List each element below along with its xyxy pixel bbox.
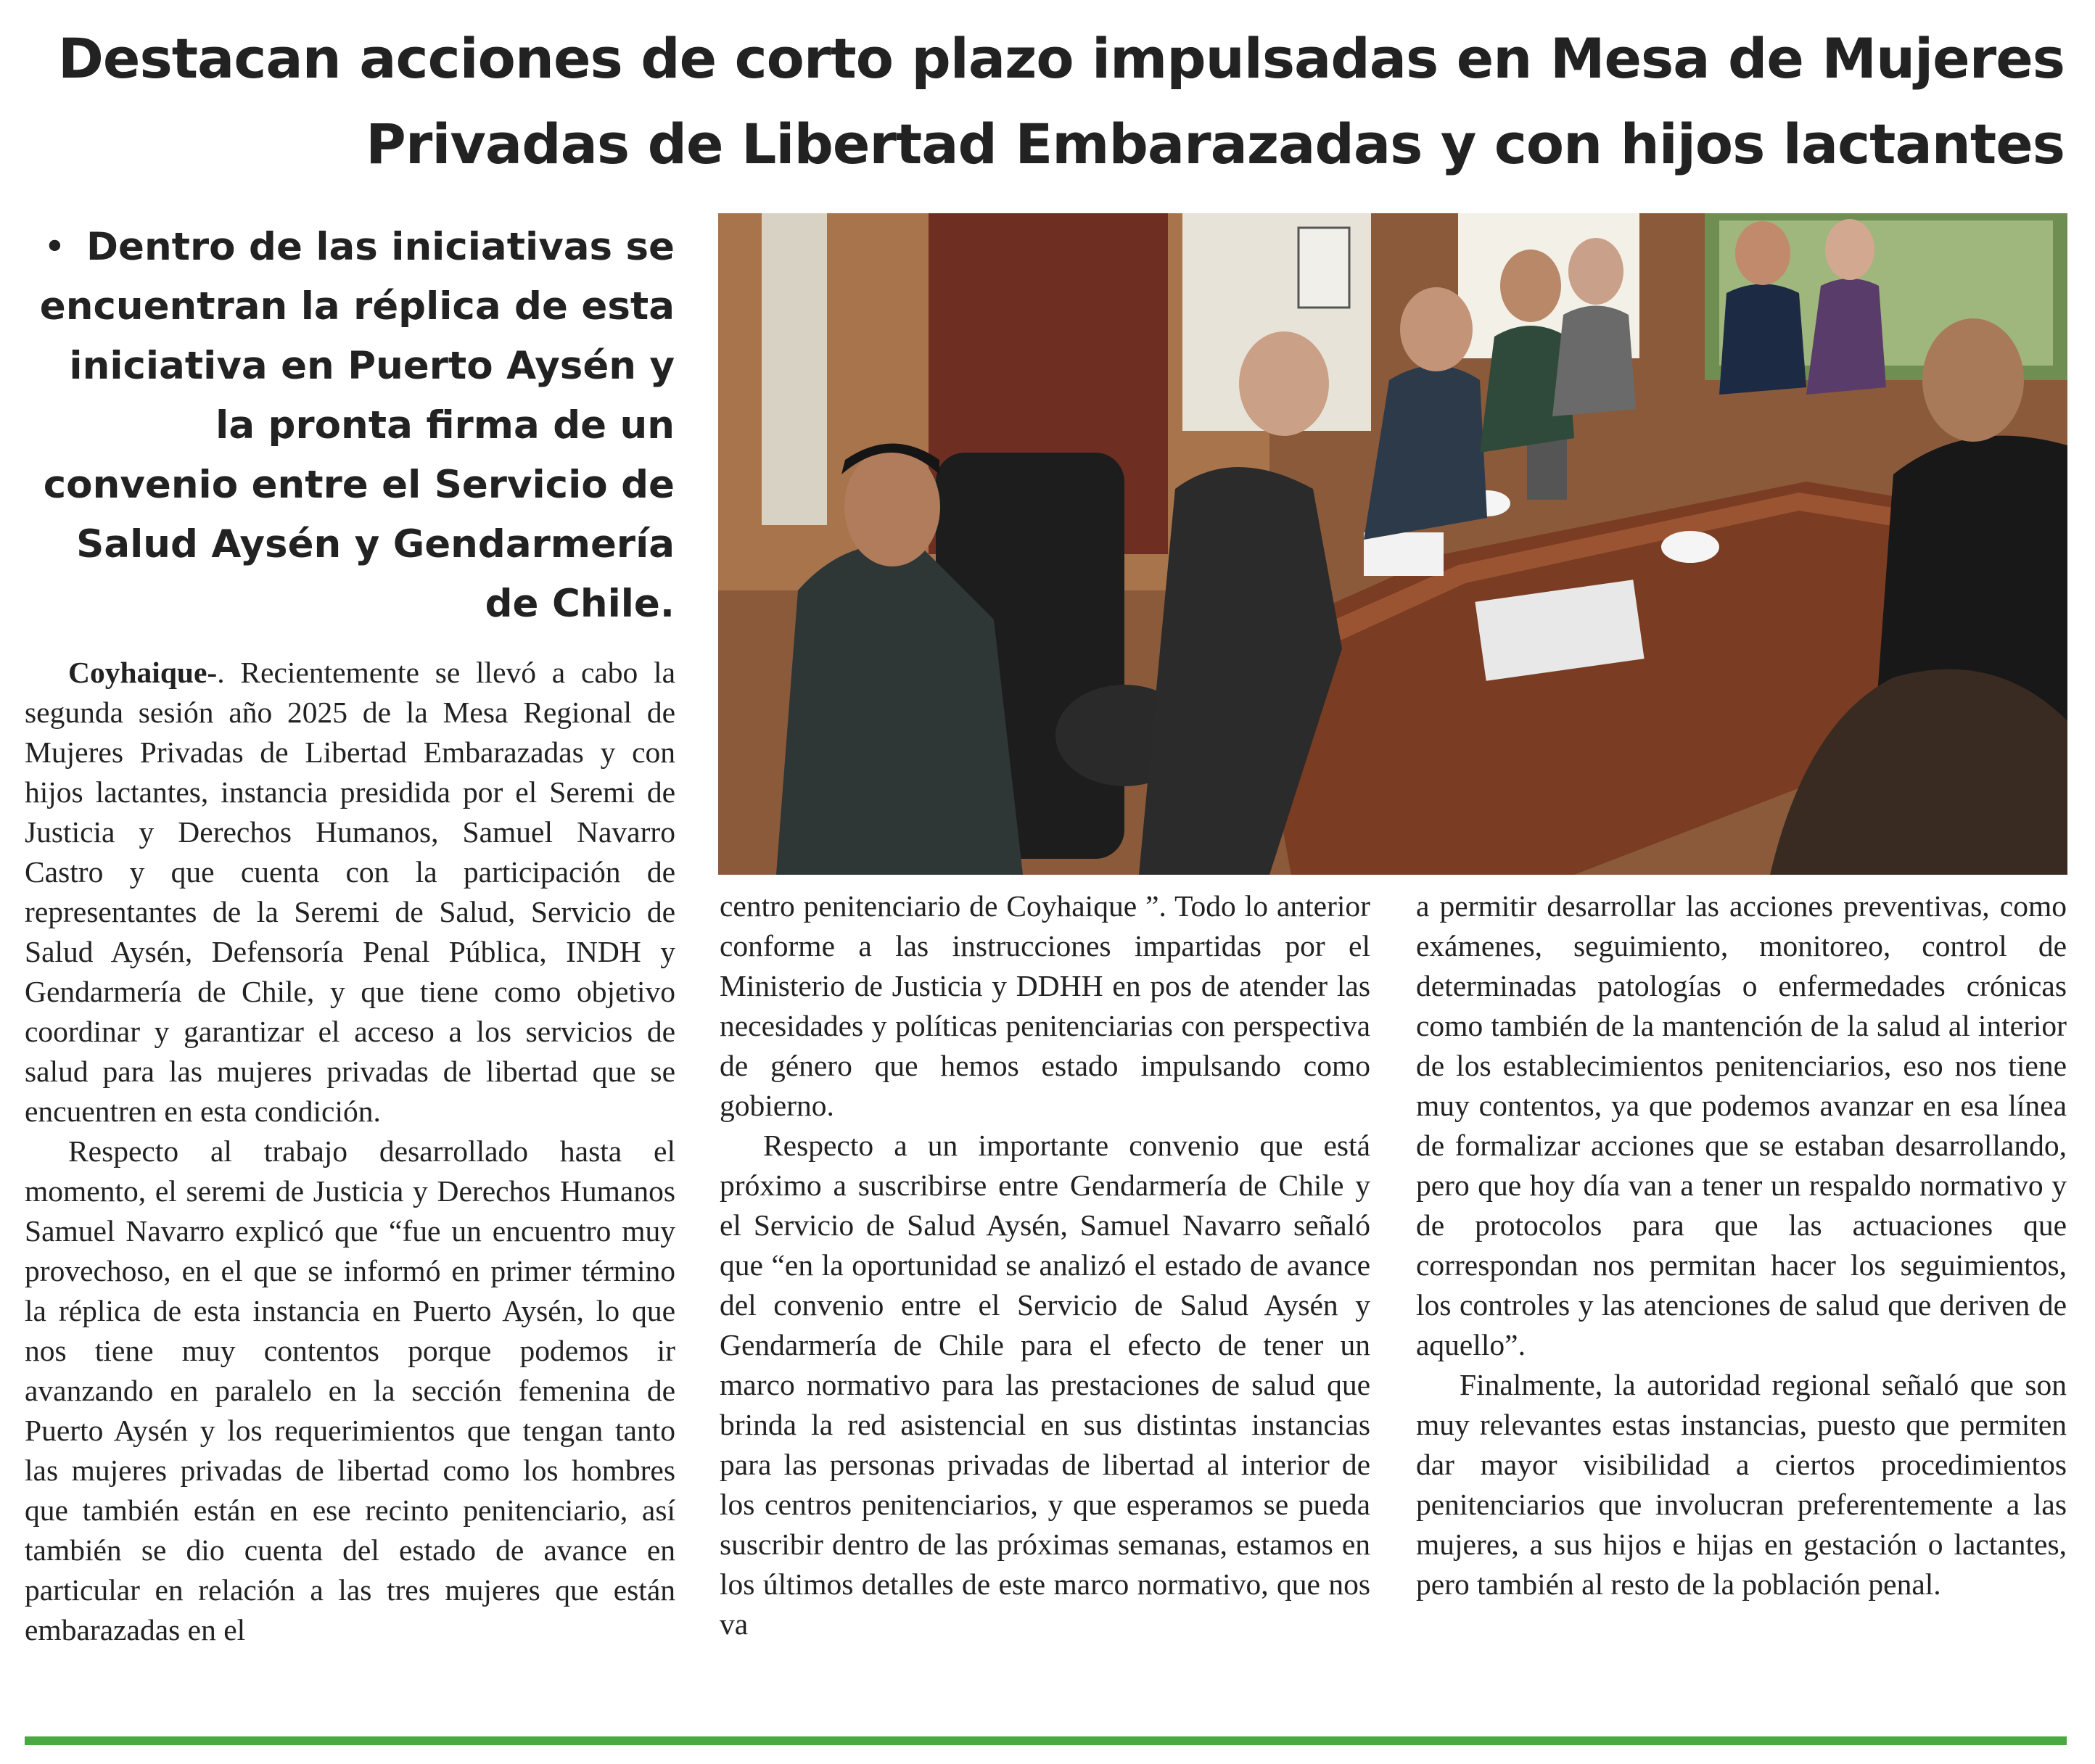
- photo-man-blue-head: [1400, 287, 1473, 371]
- meeting-photo-illustration: [718, 213, 2067, 875]
- photo-uniformed-man-head: [844, 448, 940, 566]
- green-bottom-rule: [25, 1736, 2067, 1745]
- photo-man-green-head: [1500, 250, 1561, 322]
- meeting-photo: [718, 213, 2067, 875]
- bullet-mark: •: [43, 225, 66, 269]
- headline-line-1: Destacan acciones de corto plazo impulsadas en Mesa de Mujeres: [57, 26, 2065, 91]
- paragraph-4: Finalmente, la autoridad regional señaló que son muy relevantes estas instancias, puesto que permiten dar mayor visibilidad a ciertos procedimientos penitenciarios que involucran preferentemente a las mujeres, a sus hijos e hijas en gestación o lactantes, pero también al resto de la población penal.: [1416, 1368, 2067, 1601]
- photo-man-grey-sweater-head: [1239, 331, 1329, 436]
- photo-door-glass: [762, 213, 827, 525]
- photo-woman-purple-head: [1825, 219, 1874, 280]
- photo-woman-grey-head: [1568, 238, 1623, 305]
- photo-foreground-person-head: [1922, 318, 2024, 442]
- dateline: Coyhaique-: [68, 656, 218, 689]
- paragraph-3-continued: a permitir desarrollar las acciones preventivas, como exámenes, seguimiento, monitoreo, control de determinadas patologías o enfermedades crónicas como también de la mantención de la salud al interior de los establecimientos penitenciarios, eso nos tiene muy contentos, ya que podemos avanzar en esa línea de formalizar acciones que se estaban desarrollando, pero que hoy día van a tener un respaldo normativo y de protocolos para que las actuaciones que correspondan nos permitan hacer los seguimientos, los controles y las atenciones de salud que deriven de aquello”.: [1416, 889, 2067, 1361]
- headline-line-2: Privadas de Libertad Embarazadas y con hijos lactantes: [366, 112, 2065, 176]
- headline: [19, 16, 2065, 187]
- paragraph-2: Respecto al trabajo desarrollado hasta el momento, el seremi de Justicia y Derechos Humanos Samuel Navarro explicó que “fue un encuentro muy provechoso, en el que se informó en primer término la réplica de esta instancia en Puerto Aysén, lo que nos tiene muy contentos porque podemos ir avanzando en paralelo en la sección femenina de Puerto Aysén y los requerimientos que tengan tanto las mujeres privadas de libertad como los hombres que también están en ese recinto penitenciario, así también se dio cuenta del estado de avance en particular en relación a las tres mujeres que están embarazadas en el: [25, 1134, 675, 1646]
- bullet-text: Dentro de las iniciativas se encuentran la réplica de esta iniciativa en Puerto Aysén y la pronta firma de un convenio entre el Servicio de Salud Aysén y Gendarmería de Chile.: [39, 225, 675, 626]
- photo-papers: [1364, 532, 1444, 576]
- paragraph-1-text: . Recientemente se llevó a cabo la segunda sesión año 2025 de la Mesa Regional de Mujeres Privadas de Libertad Embarazadas y con hijos lactantes, instancia presidida por el Seremi de Justicia y Derechos Humanos, Samuel Navarro Castro y que cuenta con la participación de representantes de la Seremi de Salud, Servicio de Salud Aysén, Defensoría Penal Pública, INDH y Gendarmería de Chile, y que tiene como objetivo coordinar y garantizar el acceso a los servicios de salud para las mujeres privadas de libertad que se encuentren en esta condición.: [25, 656, 675, 1128]
- paragraph-3: Respecto a un importante convenio que está próximo a suscribirse entre Gendarmería de Chile y el Servicio de Salud Aysén, Samuel Navarro señaló que “en la oportunidad se analizó el estado de avance del convenio entre el Servicio de Salud Aysén y Gendarmería de Chile para el efecto de tener un marco normativo para las prestaciones de salud que brinda la red asistencial en sus distintas instancias para las personas privadas de libertad al interior de los centros penitenciarios, y que esperamos se pueda suscribir dentro de las próximas semanas, estamos en los últimos detalles de este marco normativo, que nos va: [720, 1129, 1370, 1641]
- photo-cup: [1661, 531, 1719, 563]
- text-column-2: [720, 886, 1370, 1644]
- paragraph-1: [25, 653, 675, 1132]
- photo-calendar: [1298, 228, 1349, 308]
- text-column-1: [25, 653, 675, 1650]
- summary-bullet: [29, 218, 675, 634]
- text-column-3: [1416, 886, 2067, 1604]
- photo-man-suit: [1719, 284, 1806, 395]
- photo-man-suit-head: [1735, 221, 1790, 285]
- photo-woman-grey: [1552, 306, 1636, 417]
- paragraph-2-continued: centro penitenciario de Coyhaique ”. Todo lo anterior conforme a las instrucciones impartidas por el Ministerio de Justicia y DDHH en pos de atender las necesidades y políticas penitenciarias con perspectiva de género que hemos estado impulsando como gobierno.: [720, 889, 1370, 1122]
